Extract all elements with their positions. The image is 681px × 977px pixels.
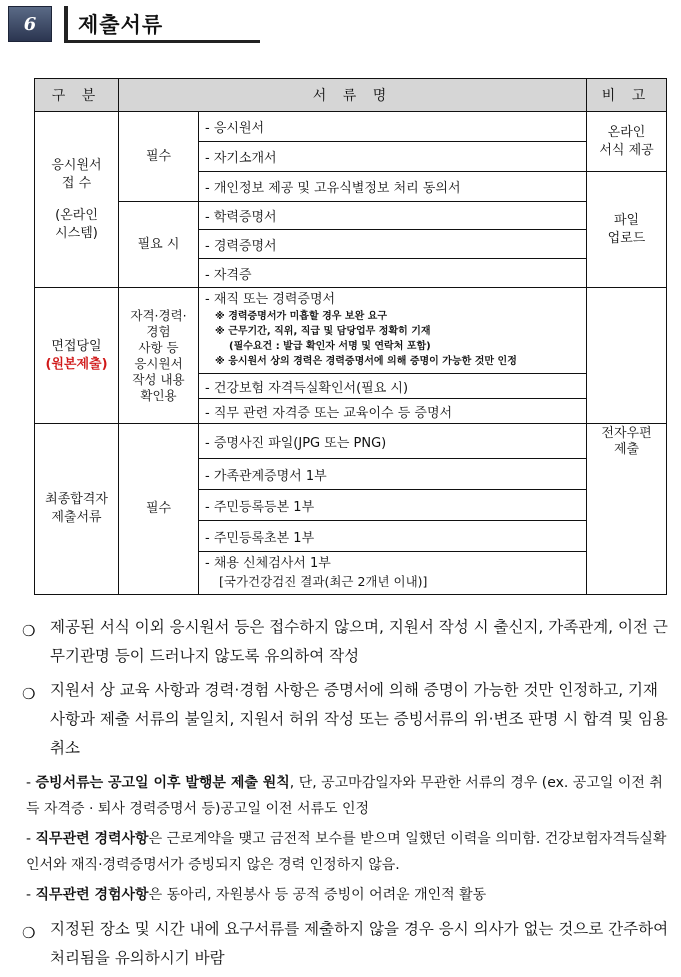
- remark-upload: 파일 업로드: [587, 172, 667, 288]
- list-item: - 자기소개서: [199, 142, 587, 172]
- category-interview: 면접당일 (원본제출): [35, 288, 119, 424]
- category-application: 응시원서 접 수 (온라인 시스템): [35, 112, 119, 288]
- list-item-health: - 채용 신체검사서 1부 [국가건강검진 결과(최근 2개년 이내)]: [199, 552, 587, 595]
- list-item: - 경력증명서: [199, 230, 587, 259]
- header-remarks: 비 고: [587, 79, 667, 112]
- dash-item-3: - 직무관련 경험사항은 동아리, 자원봉사 등 공적 증빙이 어려운 개인적 활동: [26, 887, 487, 903]
- header-bar: [64, 6, 68, 42]
- sub-final-required: 필수: [119, 424, 199, 595]
- header-underline: [64, 40, 260, 43]
- bullet-final: ❍ 지정된 장소 및 시간 내에 요구서류를 제출하지 않을 경우 응시 의사가 없는 것으로 간주하여 처리됨을 유의하시기 바람: [22, 920, 669, 967]
- section-number: 6: [8, 6, 52, 42]
- remark-online: 온라인 서식 제공: [587, 112, 667, 172]
- list-item: - 개인정보 제공 및 고유식별정보 처리 동의서: [199, 172, 587, 202]
- list-item: - 주민등록초본 1부: [199, 521, 587, 552]
- remark-email: 전자우편 제출: [587, 424, 667, 459]
- section-title: 제출서류: [78, 13, 164, 37]
- list-item: - 가족관계증명서 1부: [199, 459, 587, 490]
- list-item: - 학력증명서: [199, 202, 587, 230]
- sub-optional: 필요 시: [119, 202, 199, 288]
- documents-table: [34, 78, 667, 595]
- header-category: 구 분: [35, 79, 119, 112]
- header-docs: 서 류 명: [119, 79, 587, 112]
- list-item: - 건강보험 자격득실확인서(필요 시): [199, 374, 587, 399]
- sub-required: 필수: [119, 112, 199, 202]
- list-item-employment: - 재직 또는 경력증명서 ※ 경력증명서가 미흡할 경우 보완 요구 ※ 근무기간, 직위, 직급 및 담당업무 정확히 기재 (필수요건 : 발급 확인자 서명 및 연락처 포함) ※ 응시원서 상의 경력은 경력증명서에 의해 증명이 가능한 것만 인정: [199, 288, 587, 374]
- bullet-2: ❍ 지원서 상 교육 사항과 경력·경험 사항은 증명서에 의해 증명이 가능한 것만 인정하고, 기재사항과 제출 서류의 불일치, 지원서 허위 작성 또는 증빙서류의 위·변조 판명 시 합격 및 임용 취소: [22, 681, 668, 757]
- list-item: - 직무 관련 자격증 또는 교육이수 등 증명서: [199, 399, 587, 424]
- sub-verification: 자격·경력· 경험 사항 등 응시원서 작성 내용 확인용: [119, 288, 199, 424]
- dash-item-1: - 증빙서류는 공고일 이후 발행분 제출 원칙, 단, 공고마감일자와 무관한 서류의 경우 (ex. 공고일 이전 취득 자격증 · 퇴사 경력증명서 등)공고일 이전 서류도 인정: [26, 775, 663, 817]
- original-note: (원본제출): [45, 356, 108, 372]
- section-header: [8, 6, 258, 44]
- list-item: - 증명사진 파일(JPG 또는 PNG): [199, 424, 587, 459]
- category-final: 최종합격자 제출서류: [35, 424, 119, 595]
- list-item: - 자격증: [199, 259, 587, 288]
- dash-item-2: - 직무관련 경력사항은 근로계약을 맺고 금전적 보수를 받으며 일했던 이력을 의미함. 건강보험자격득실확인서와 재직·경력증명서가 증빙되지 않은 경력 인정하지 않음.: [26, 831, 667, 873]
- remark-empty: [587, 288, 667, 424]
- bullet-1: ❍ 제공된 서식 이외 응시원서 등은 접수하지 않으며, 지원서 작성 시 출신지, 가족관계, 이전 근무기관명 등이 드러나지 않도록 유의하여 작성: [22, 618, 668, 665]
- remark-blank: [587, 459, 667, 595]
- table-header-row: [35, 79, 667, 112]
- list-item: - 응시원서: [199, 112, 587, 142]
- list-item: - 주민등록등본 1부: [199, 490, 587, 521]
